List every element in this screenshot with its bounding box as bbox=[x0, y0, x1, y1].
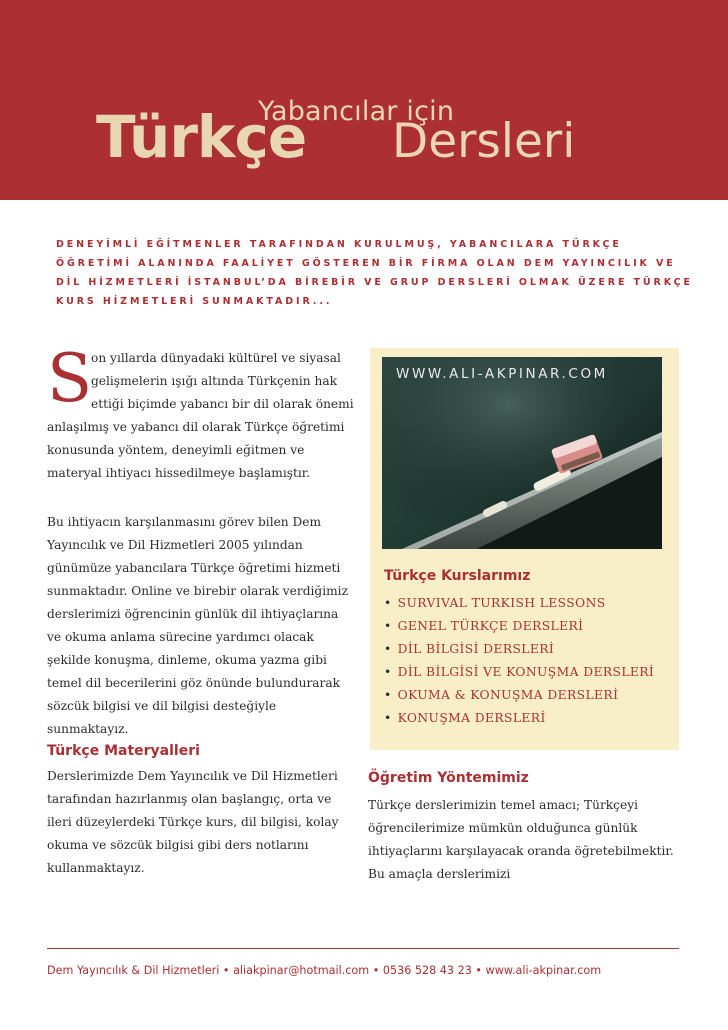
course-label: KONUŞMA DERSLERİ bbox=[397, 711, 546, 725]
list-item bbox=[384, 592, 654, 615]
materials-heading: Türkçe Materyalleri bbox=[47, 743, 200, 759]
list-item bbox=[384, 638, 654, 661]
title-main: Türkçe bbox=[96, 103, 307, 171]
body-paragraph-2: Bu ihtiyacın karşılanmasını görev bilen Dem Yayıncılık ve Dil Hizmetleri 2005 yılından günümüze yabancılara Türkçe öğretimi hizmeti sunmaktadır. Online ve birebir olarak verdiğimiz derslerimizi öğrencinin günlük dil ihtiyaçlarına ve okuma anlama sürecine yardımcı olacak şekilde konuşma, dinleme, okuma yazma gibi temel dil becerilerini göz önünde bulundurarak sözcük bilgisi ve dil bilgisi desteğiyle sunmaktayız. bbox=[47, 515, 348, 736]
materials-text: Derslerimizde Dem Yayıncılık ve Dil Hizmetleri tarafından hazırlanmış olan başlangıç, orta ve ileri düzeylerdeki Türkçe kurs, dil bilgisi, kolay okuma ve sözcük bilgisi gibi ders notlarını kullanmaktayız. bbox=[47, 769, 339, 875]
paragraph-1-text: on yıllarda dünyadaki kültürel ve siyasal gelişmelerin ışığı altında Türkçenin hak ettiği biçimde yabancı bir dil olarak önemi anlaşılmış ve yabancı dil olarak Türkçe öğretimi konusunda yöntem, deneyimli eğitmen ve materyal ihtiyacı hissedilmeye başlamıştır. bbox=[47, 351, 354, 480]
course-label: GENEL TÜRKÇE DERSLERİ bbox=[397, 619, 584, 633]
bullet-icon: • bbox=[384, 688, 392, 702]
course-label: DİL BİLGİSİ DERSLERİ bbox=[397, 642, 555, 656]
courses-list bbox=[384, 592, 654, 730]
website-url[interactable]: WWW.ALI-AKPINAR.COM bbox=[396, 366, 608, 382]
bullet-icon: • bbox=[384, 619, 392, 633]
footer-divider bbox=[47, 948, 679, 949]
header-banner bbox=[0, 0, 728, 200]
footer-contact: Dem Yayıncılık & Dil Hizmetleri • aliakpinar@hotmail.com • 0536 528 43 23 • www.ali-akpinar.com bbox=[47, 964, 602, 977]
list-item bbox=[384, 684, 654, 707]
list-item bbox=[384, 615, 654, 638]
method-heading: Öğretim Yöntemimiz bbox=[368, 770, 529, 786]
title-rest: Dersleri bbox=[392, 114, 576, 169]
bullet-icon: • bbox=[384, 665, 392, 679]
intro-text: DENEYİMLİ EĞİTMENLER TARAFINDAN KURULMUŞ, YABANCILARA TÜRKÇE ÖĞRETİMİ ALANINDA FAALİYET GÖSTEREN BİR FİRMA OLAN DEM YAYINCILIK VE DİL HİZMETLERİ İSTANBUL’DA BİREBİR VE GRUP DERSLERİ OLMAK ÜZERE TÜRKÇE KURS HİZMETLERİ SUNMAKTADIR... bbox=[56, 239, 693, 307]
title-subheading: Yabancılar için bbox=[258, 96, 455, 127]
bullet-icon: • bbox=[384, 711, 392, 725]
method-text: Türkçe derslerimizin temel amacı; Türkçeyi öğrencilerimize mümkün olduğunca günlük ihtiyaçlarını karşılayacak oranda öğretebilmektir. Bu amaçla derslerimizi bbox=[368, 798, 674, 881]
list-item bbox=[384, 661, 654, 684]
body-paragraph-1 bbox=[47, 340, 355, 485]
bullet-icon: • bbox=[384, 596, 392, 610]
courses-heading: Türkçe Kurslarımız bbox=[384, 568, 531, 584]
course-label: DİL BİLGİSİ VE KONUŞMA DERSLERİ bbox=[397, 665, 655, 679]
course-label: OKUMA & KONUŞMA DERSLERİ bbox=[397, 688, 619, 702]
bullet-icon: • bbox=[384, 642, 392, 656]
chalkboard-photo bbox=[382, 357, 662, 549]
list-item bbox=[384, 707, 654, 730]
course-label: SURVIVAL TURKISH LESSONS bbox=[397, 596, 606, 610]
drop-cap: S bbox=[47, 340, 93, 417]
